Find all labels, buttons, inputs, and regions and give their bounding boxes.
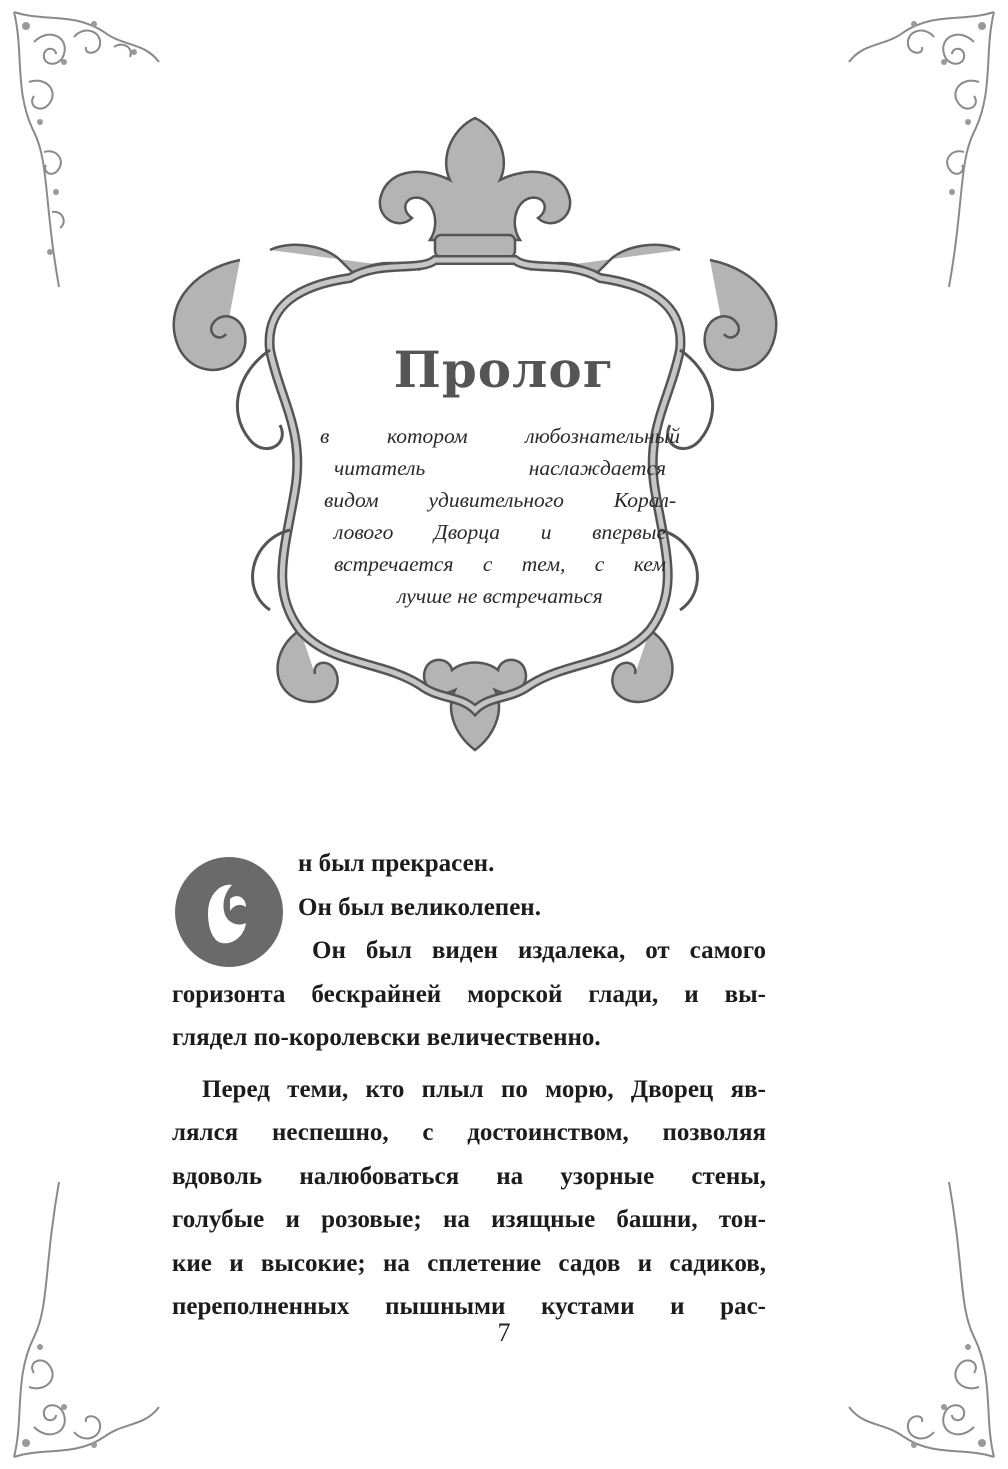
text-line: глядел по-королевски величественно. <box>172 1024 601 1051</box>
subtitle-line: встречается с тем, с кем <box>334 552 666 576</box>
text-line: кие и высокие; на сплетение садов и садиков, <box>172 1249 766 1277</box>
subtitle-line: лучше не встречаться <box>397 584 603 608</box>
text-line: вдоволь налюбоваться на узорные стены, <box>172 1162 766 1190</box>
corner-ornament-icon <box>844 2 1004 292</box>
subtitle-line: в котором любознательный <box>320 424 680 448</box>
chapter-subtitle <box>320 420 680 612</box>
subtitle-line: лового Дворца и впервые <box>334 520 666 544</box>
corner-ornament-icon <box>4 2 164 292</box>
subtitle-line: видом удивительного Корал- <box>324 488 676 512</box>
text-line: горизонта бескрайней морской глади, и вы- <box>172 980 766 1008</box>
subtitle-line: читатель наслаждается <box>334 456 666 480</box>
text-line: Он был виден издалека, от самого <box>312 937 766 964</box>
text-line: голубые и розовые; на изящные башни, тон- <box>172 1206 766 1233</box>
text-line: н был прекрасен. <box>298 850 495 877</box>
text-line: переполненных пышными кустами и рас- <box>172 1293 766 1320</box>
text-line: Перед теми, кто плыл по морю, Дворец яв- <box>202 1075 766 1103</box>
page-number: 7 <box>497 1318 511 1347</box>
text-line: лялся неспешно, с достоинством, позволяя <box>172 1119 766 1146</box>
text-line: Он был великолепен. <box>298 893 541 921</box>
body-text <box>172 842 766 1329</box>
chapter-title: Пролог <box>393 340 615 399</box>
